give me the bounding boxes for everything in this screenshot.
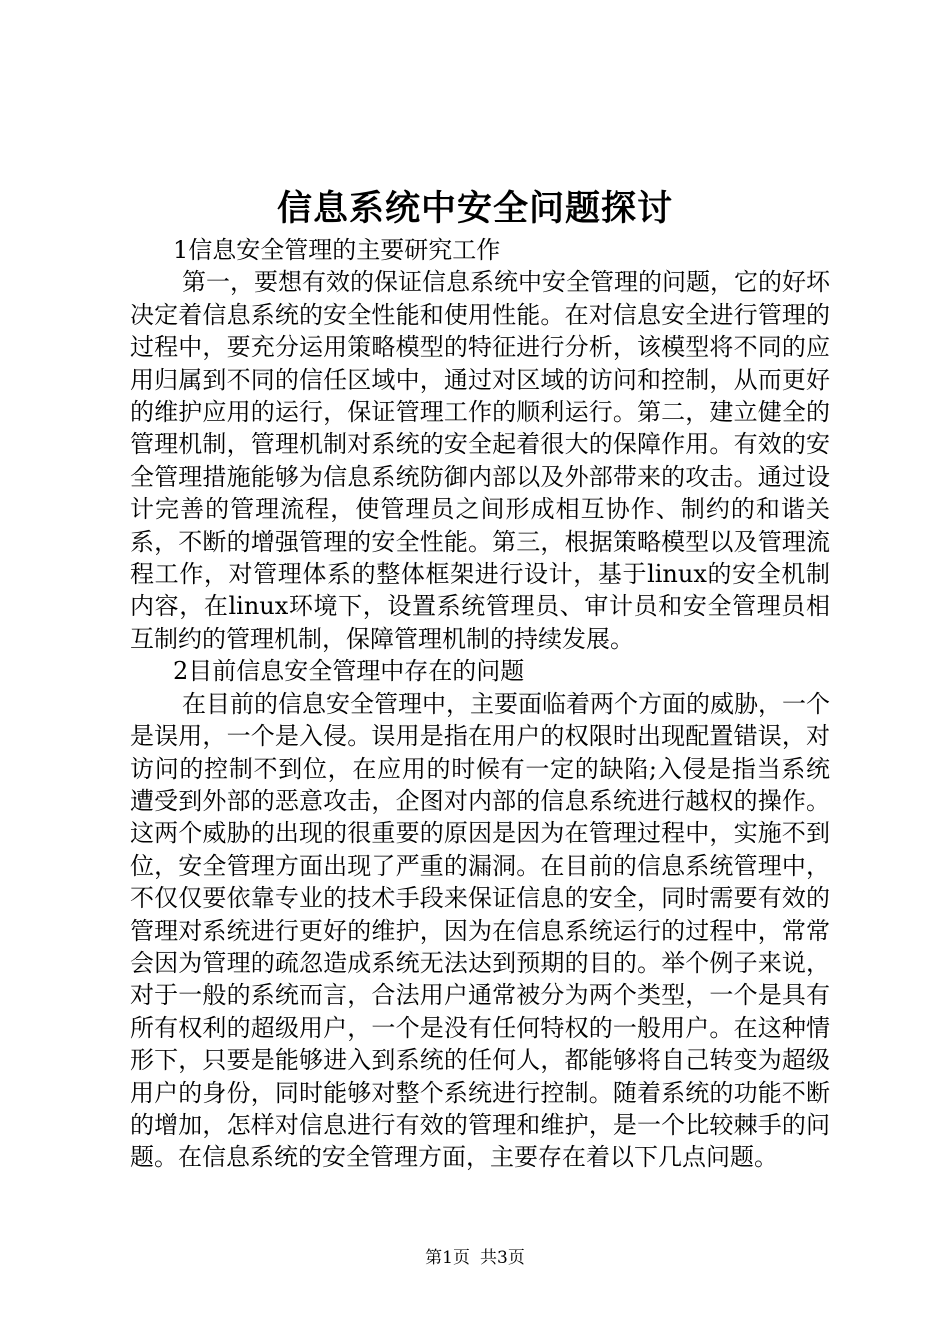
document-title: 信息系统中安全问题探讨 <box>276 188 673 229</box>
document-body <box>130 234 830 1174</box>
section-paragraph-2: 在目前的信息安全管理中，主要面临着两个方面的威胁，一个是误用，一个是入侵。误用是指在用户的权限时出现配置错误，对访问的控制不到位，在应用的时候有一定的缺陷;入侵是指当系统遭受到外部的恶意攻击，企图对内部的信息系统进行越权的操作。这两个威胁的出现的很重要的原因是因为在管理过程中，实施不到位，安全管理方面出现了严重的漏洞。在目前的信息系统管理中，不仅仅要依靠专业的技术手段来保证信息的安全，同时需要有效的管理对系统进行更好的维护，因为在信息系统运行的过程中，常常会因为管理的疏忽造成系统无法达到预期的目的。举个例子来说，对于一般的系统而言，合法用户通常被分为两个类型，一个是具有所有权利的超级用户，一个是没有任何特权的一般用户。在这种情形下，只要是能够进入到系统的任何人，都能够将自己转变为超级用户的身份，同时能够对整个系统进行控制。随着系统的功能不断的增加，怎样对信息进行有效的管理和维护，是一个比较棘手的问题。在信息系统的安全管理方面，主要存在着以下几点问题。 <box>130 689 830 1172</box>
section-heading-1: 1信息安全管理的主要研究工作 <box>173 236 501 264</box>
page-total: 共3页 <box>480 1248 525 1268</box>
section-paragraph-1: 第一，要想有效的保证信息系统中安全管理的问题，它的好坏决定着信息系统的安全性能和使用性能。在对信息安全进行管理的过程中，要充分运用策略模型的特征进行分析，该模型将不同的应用归属到不同的信任区域中，通过对区域的访问和控制，从而更好的维护应用的运行，保证管理工作的顺利运行。第二，建立健全的管理机制，管理机制对系统的安全起着很大的保障作用。有效的安全管理措施能够为信息系统防御内部以及外部带来的攻击。通过设计完善的管理流程，使管理员之间形成相互协作、制约的和谐关系，不断的增强管理的安全性能。第三，根据策略模型以及管理流程工作，对管理体系的整体框架进行设计，基于linux的安全机制内容，在linux环境下，设置系统管理员、审计员和安全管理员相互制约的管理机制，保障管理机制的持续发展。 <box>130 268 830 653</box>
page-number: 第1页 <box>425 1248 470 1268</box>
page-footer <box>0 1246 950 1270</box>
section-heading-2: 2目前信息安全管理中存在的问题 <box>173 657 525 686</box>
